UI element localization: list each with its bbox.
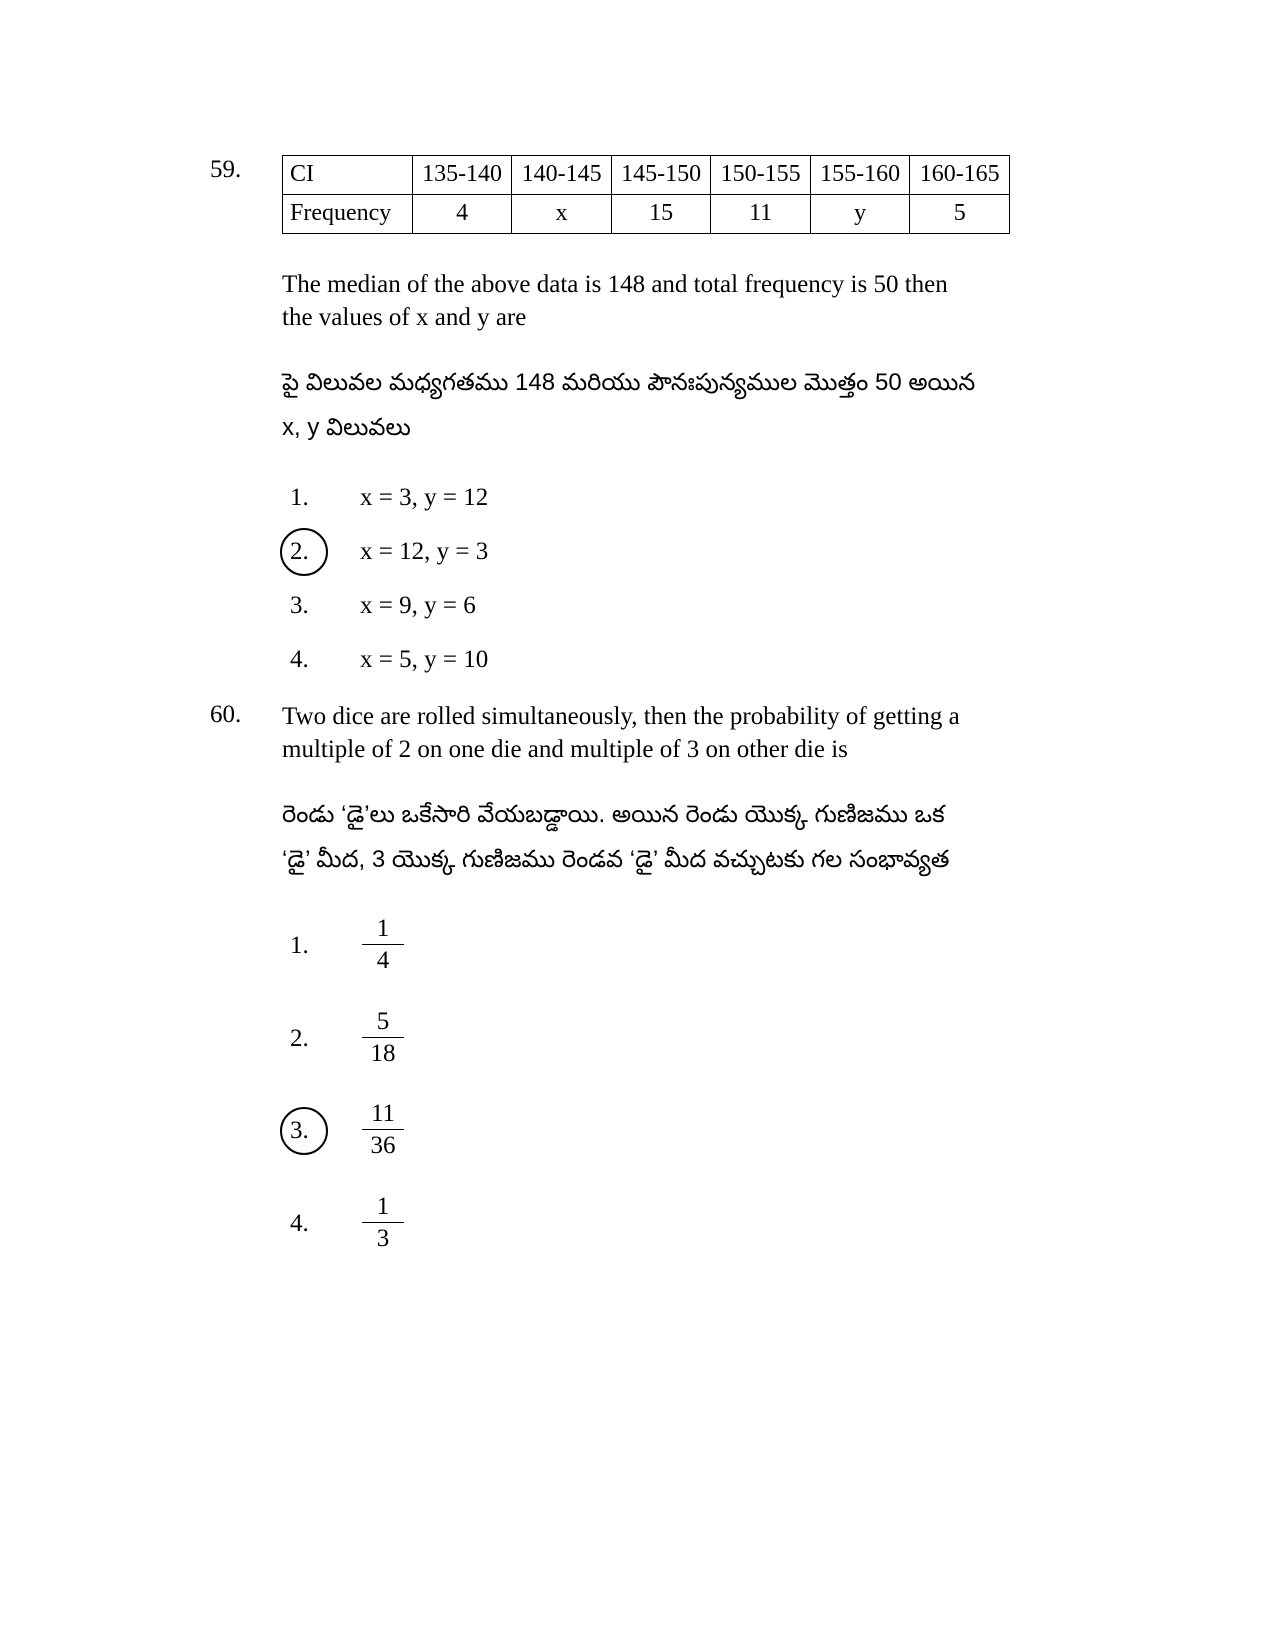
fraction-numerator: 5 — [376, 1007, 390, 1035]
fraction-denominator: 3 — [376, 1224, 390, 1252]
fraction-60-3 — [360, 1101, 406, 1160]
question-60 — [210, 700, 1010, 1252]
fraction-numerator: 1 — [376, 915, 390, 942]
question-59-telugu-line-2: x, y విలువలు — [282, 414, 411, 441]
ci-cell-3: 145-150 — [611, 156, 711, 195]
option-59-1[interactable] — [282, 482, 1010, 514]
option-60-3-text — [360, 1101, 406, 1160]
option-59-4-number[interactable]: 4. — [290, 646, 309, 673]
freq-cell-2: x — [512, 195, 612, 234]
table-row-frequency — [283, 195, 1010, 234]
option-60-4-text — [360, 1194, 406, 1253]
table-row-class-interval — [283, 156, 1010, 195]
option-60-1[interactable] — [282, 916, 1010, 975]
question-60-telugu-line-2: ‘డై’ మీద, 3 యొక్క గుణిజము రెండవ ‘డై’ మీద వచ్చుటకు గల సంభావ్యత — [282, 846, 950, 873]
option-59-3-text: x = 9, y = 6 — [360, 592, 476, 619]
question-60-options — [282, 916, 1010, 1252]
question-59-telugu-line-1: పై విలువల మధ్యగతము 148 మరియు పౌనఃపున్యముల మొత్తం 50 అయిన — [282, 369, 976, 396]
question-59-number: 59. — [210, 156, 242, 183]
option-60-2[interactable] — [282, 1009, 1010, 1068]
option-60-3-number[interactable]: 3. — [282, 1101, 360, 1147]
option-59-2-number[interactable]: 2. — [282, 536, 360, 568]
question-59 — [210, 155, 1010, 676]
option-60-2-number[interactable]: 2. — [290, 1024, 309, 1052]
option-60-2-text — [360, 1009, 406, 1068]
fraction-bar — [362, 1222, 404, 1223]
fraction-denominator: 36 — [370, 1132, 396, 1160]
freq-cell-4: 11 — [711, 195, 811, 234]
option-59-2-text: x = 12, y = 3 — [360, 538, 489, 565]
row-label-ci: CI — [283, 156, 413, 195]
option-60-4-number[interactable]: 4. — [290, 1209, 309, 1237]
freq-cell-1: 4 — [412, 195, 512, 234]
row-label-frequency: Frequency — [283, 195, 413, 234]
ci-cell-1: 135-140 — [412, 156, 512, 195]
fraction-bar — [362, 1129, 404, 1130]
option-59-2[interactable] — [282, 536, 1010, 568]
fraction-bar — [362, 944, 404, 945]
option-60-4[interactable] — [282, 1194, 1010, 1253]
ci-cell-4: 150-155 — [711, 156, 811, 195]
question-60-english-line-2: multiple of 2 on one die and multiple of 3 on other die is — [282, 736, 848, 763]
option-59-3-number[interactable]: 3. — [290, 592, 309, 619]
option-60-3[interactable] — [282, 1101, 1010, 1160]
freq-cell-6: 5 — [910, 195, 1010, 234]
ci-cell-5: 155-160 — [810, 156, 910, 195]
option-60-1-number[interactable]: 1. — [290, 932, 309, 959]
option-59-1-number[interactable]: 1. — [290, 484, 309, 511]
freq-cell-5: y — [810, 195, 910, 234]
question-59-body — [282, 155, 1010, 676]
fraction-60-2 — [360, 1009, 406, 1068]
question-59-options — [282, 482, 1010, 676]
question-60-body — [282, 700, 1010, 1252]
fraction-bar — [362, 1037, 404, 1038]
option-59-4[interactable] — [282, 644, 1010, 676]
question-59-english-line-1: The median of the above data is 148 and total frequency is 50 then — [282, 271, 948, 298]
question-60-telugu-line-1: రెండు ‘డై’లు ఒకేసారి వేయబడ్డాయి. అయిన రెండు యొక్క గుణిజము ఒక — [282, 801, 945, 828]
fraction-numerator: 11 — [370, 1100, 396, 1127]
option-59-4-text: x = 5, y = 10 — [360, 646, 489, 673]
question-60-english-line-1: Two dice are rolled simultaneously, then the probability of getting a — [282, 703, 960, 730]
option-60-1-text — [360, 916, 406, 975]
fraction-denominator: 4 — [376, 947, 390, 975]
question-60-number: 60. — [210, 701, 242, 728]
fraction-numerator: 1 — [376, 1192, 390, 1220]
fraction-denominator: 18 — [370, 1039, 396, 1067]
option-59-1-text: x = 3, y = 12 — [360, 484, 489, 511]
fraction-60-4 — [360, 1194, 406, 1253]
freq-cell-3: 15 — [611, 195, 711, 234]
question-59-english-line-2: the values of x and y are — [282, 304, 527, 331]
ci-cell-6: 160-165 — [910, 156, 1010, 195]
frequency-distribution-table — [282, 155, 1010, 234]
option-59-3[interactable] — [282, 590, 1010, 622]
ci-cell-2: 140-145 — [512, 156, 612, 195]
fraction-60-1 — [360, 916, 406, 975]
